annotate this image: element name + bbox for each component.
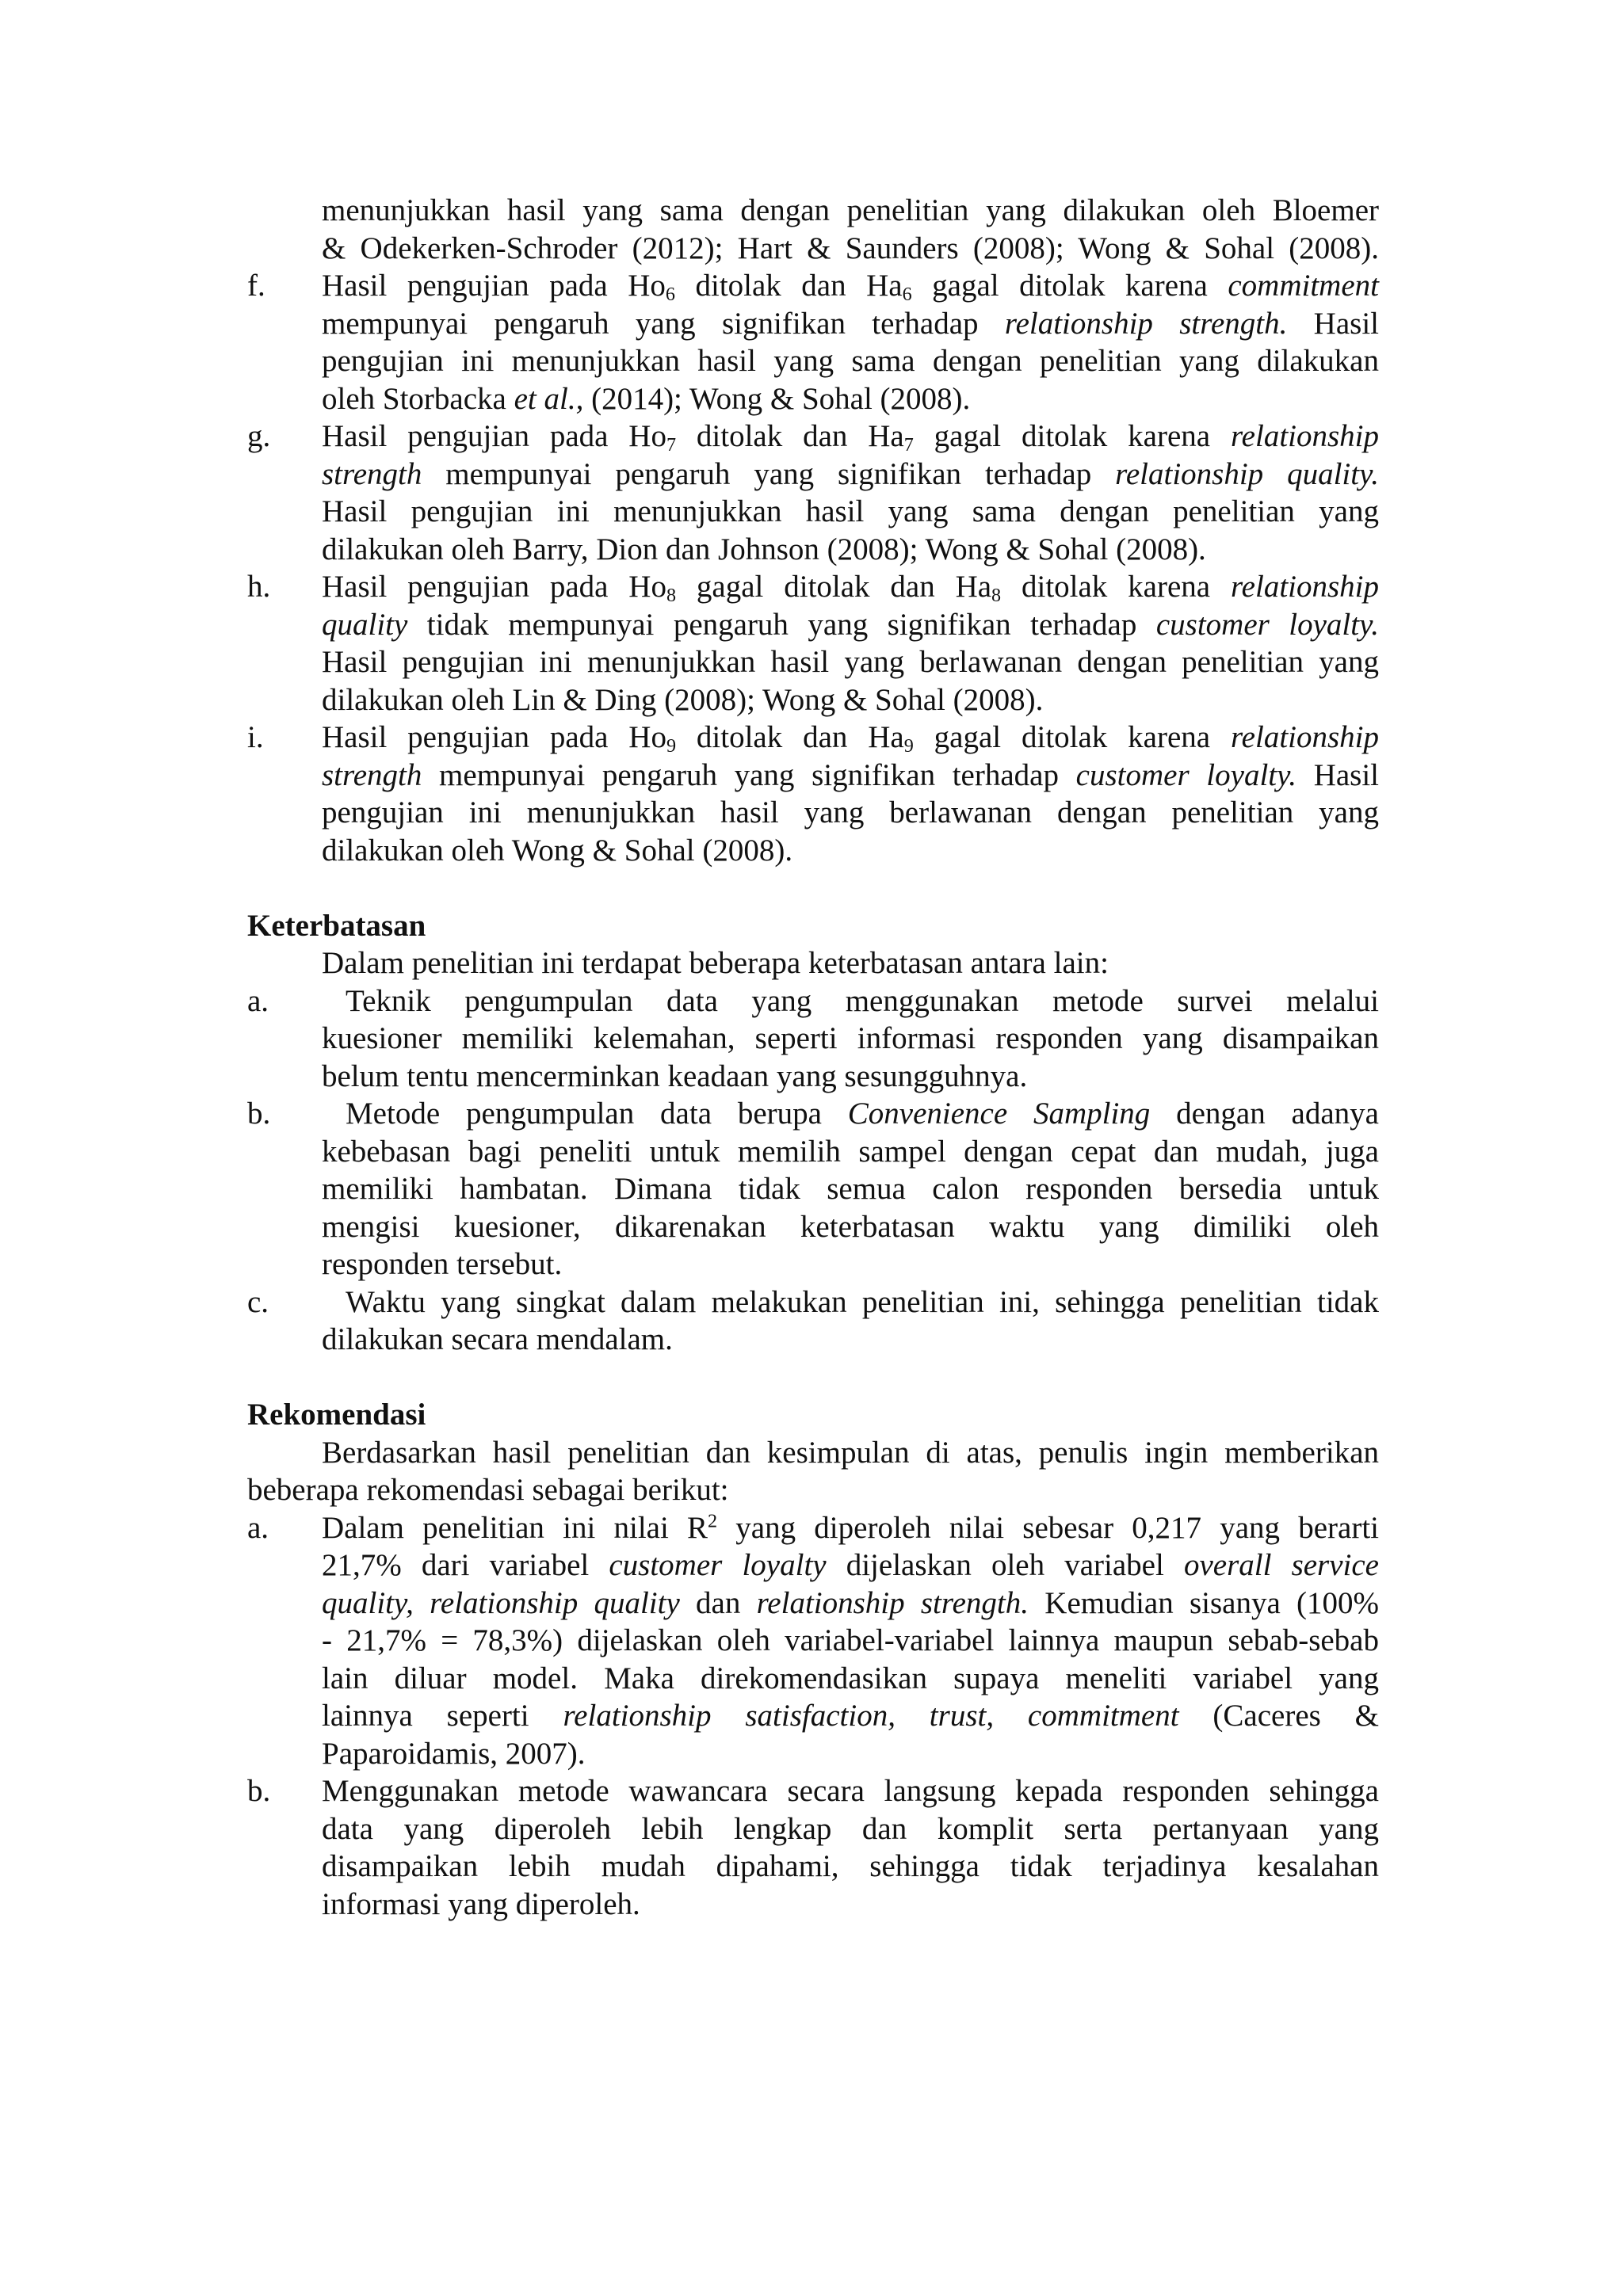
list-item-g: [247, 418, 1379, 456]
text-line: - 21,7% = 78,3%) dijelaskan oleh variabel-variabel lainnya maupun sebab-sebab: [322, 1623, 1379, 1657]
text-line: Waktu yang singkat dalam melakukan penelitian ini, sehingga penelitian tidak: [346, 1284, 1379, 1319]
limitation-item-c: [247, 1283, 1379, 1322]
list-item-line: [247, 1622, 1379, 1660]
text-line: lain diluar model. Maka direkomendasikan supaya meneliti variabel yang: [322, 1661, 1379, 1695]
limitation-item-a: [247, 982, 1379, 1020]
list-item-line: [247, 1886, 1379, 1924]
text-line: menunjukkan hasil yang sama dengan penelitian yang dilakukan oleh Bloemer: [322, 193, 1379, 227]
text-line: pengujian ini menunjukkan hasil yang sama dengan penelitian yang dilakukan: [322, 344, 1379, 378]
list-item-line: [247, 1245, 1379, 1283]
list-item-line: [247, 681, 1379, 719]
text-line: Hasil pengujian pada $Ho_9$ ditolak dan $Ha_9$ gagal ditolak karena relationship: [322, 720, 1379, 757]
text-line: kuesioner memiliki kelemahan, seperti informasi responden yang disampaikan: [322, 1021, 1379, 1055]
text-line: Dalam penelitian ini nilai $R^2$ yang diperoleh nilai sebesar 0,217 yang berarti: [322, 1510, 1379, 1545]
list-item-line: [247, 1848, 1379, 1886]
list-marker: a.: [247, 983, 269, 1018]
text-line: Hasil pengujian pada $Ho_6$ ditolak dan $Ha_6$ gagal ditolak karena commitment: [322, 269, 1379, 306]
text-line: memiliki hambatan. Dimana tidak semua calon responden bersedia untuk: [322, 1172, 1379, 1206]
paragraph-line: [247, 230, 1379, 268]
text-line: responden tersebut.: [322, 1247, 563, 1281]
document-page: [247, 192, 1379, 1923]
text-line: informasi yang diperoleh.: [322, 1886, 640, 1921]
list-marker: i.: [247, 720, 264, 754]
list-item-i: [247, 719, 1379, 757]
list-item-line: [247, 1547, 1379, 1585]
list-item-line: [247, 1660, 1379, 1698]
list-item-line: [247, 1170, 1379, 1208]
text-line: & Odekerken-Schroder (2012); Hart & Saunders (2008); Wong & Sohal (2008).: [322, 231, 1379, 265]
text-line: disampaikan lebih mudah dipahami, sehingga tidak terjadinya kesalahan: [322, 1849, 1379, 1883]
list-item-line: [247, 1058, 1379, 1096]
text-line: strength mempunyai pengaruh yang signifikan terhadap relationship quality.: [322, 456, 1379, 491]
section-intro: [247, 944, 1379, 982]
text-line: quality, relationship quality dan relationship strength. Kemudian sisanya (100%: [322, 1585, 1379, 1620]
text-line: 21,7% dari variabel customer loyalty dijelaskan oleh variabel overall service: [322, 1548, 1379, 1582]
list-item-line: [247, 380, 1379, 418]
list-item-line: [247, 493, 1379, 531]
list-item-line: [247, 832, 1379, 870]
list-item-line: [247, 531, 1379, 569]
list-item-line: [247, 1133, 1379, 1171]
list-item-line: [247, 1697, 1379, 1735]
text-line: dilakukan secara mendalam.: [322, 1322, 673, 1356]
list-marker: c.: [247, 1284, 269, 1319]
text-line: dilakukan oleh Lin & Ding (2008); Wong & Sohal (2008).: [322, 682, 1044, 717]
text-line: beberapa rekomendasi sebagai berikut:: [247, 1473, 729, 1507]
text-line: dilakukan oleh Barry, Dion dan Johnson (2008); Wong & Sohal (2008).: [322, 532, 1206, 566]
list-item-line: [247, 643, 1379, 681]
list-item-line: [247, 456, 1379, 494]
text-line: Hasil pengujian ini menunjukkan hasil yang sama dengan penelitian yang: [322, 494, 1379, 528]
heading-text: Rekomendasi: [247, 1398, 426, 1432]
text-line: Hasil pengujian pada $Ho_8$ gagal ditolak dan $Ha_8$ ditolak karena relationship: [322, 570, 1380, 607]
limitation-item-b: [247, 1095, 1379, 1133]
list-item-f: [247, 267, 1379, 305]
list-marker: f.: [247, 269, 265, 303]
text-line: kebebasan bagi peneliti untuk memilih sampel dengan cepat dan mudah, juga: [322, 1134, 1379, 1169]
list-marker: b.: [247, 1097, 271, 1131]
list-item-line: [247, 1321, 1379, 1359]
list-item-line: [247, 757, 1379, 795]
text-line: Hasil pengujian pada $Ho_7$ ditolak dan $Ha_7$ gagal ditolak karena relationship: [322, 419, 1379, 456]
list-item-line: [247, 1208, 1379, 1246]
list-item-line: [247, 1020, 1379, 1058]
text-line: lainnya seperti relationship satisfaction, trust, commitment (Caceres &: [322, 1699, 1380, 1733]
text-line: Paparoidamis, 2007).: [322, 1736, 586, 1771]
recommendation-item-a: [247, 1509, 1379, 1547]
section-intro: [247, 1434, 1379, 1472]
list-marker: h.: [247, 570, 271, 604]
text-line: Hasil pengujian ini menunjukkan hasil yang berlawanan dengan penelitian yang: [322, 645, 1379, 679]
list-marker: a.: [247, 1510, 269, 1545]
text-line: Dalam penelitian ini terdapat beberapa keterbatasan antara lain:: [322, 946, 1109, 980]
list-item-line: [247, 1585, 1379, 1623]
section-heading-rekomendasi: [247, 1396, 1379, 1434]
text-line: pengujian ini menunjukkan hasil yang berlawanan dengan penelitian yang: [322, 795, 1379, 830]
spacer: [247, 1359, 1379, 1397]
text-line: Menggunakan metode wawancara secara langsung kepada responden sehingga: [322, 1774, 1379, 1808]
heading-text: Keterbatasan: [247, 908, 426, 943]
text-line: belum tentu mencerminkan keadaan yang sesungguhnya.: [322, 1058, 1028, 1093]
spacer: [247, 869, 1379, 907]
list-item-line: [247, 794, 1379, 832]
list-marker: b.: [247, 1774, 271, 1808]
list-item-line: [247, 1735, 1379, 1773]
list-item-line: [247, 606, 1379, 644]
text-line: mempunyai pengaruh yang signifikan terhadap relationship strength. Hasil: [322, 306, 1379, 341]
list-marker: g.: [247, 419, 271, 453]
list-item-h: [247, 568, 1379, 606]
text-line: data yang diperoleh lebih lengkap dan komplit serta pertanyaan yang: [322, 1811, 1379, 1846]
text-line: Metode pengumpulan data berupa Convenience Sampling dengan adanya: [346, 1097, 1379, 1131]
text-line: strength mempunyai pengaruh yang signifikan terhadap customer loyalty. Hasil: [322, 757, 1380, 792]
text-line: dilakukan oleh Wong & Sohal (2008).: [322, 833, 793, 868]
section-heading-keterbatasan: [247, 907, 1379, 945]
text-line: Teknik pengumpulan data yang menggunakan metode survei melalui: [346, 983, 1379, 1018]
text-line: mengisi kuesioner, dikarenakan keterbatasan waktu yang dimiliki oleh: [322, 1209, 1379, 1244]
paragraph-line: [247, 192, 1379, 230]
list-item-line: [247, 305, 1379, 343]
text-line: quality tidak mempunyai pengaruh yang signifikan terhadap customer loyalty.: [322, 607, 1379, 642]
recommendation-item-b: [247, 1772, 1379, 1810]
list-item-line: [247, 1810, 1379, 1848]
section-intro: [247, 1471, 1379, 1509]
text-line: oleh Storbacka et al., (2014); Wong & Sohal (2008).: [322, 381, 971, 416]
list-item-line: [247, 342, 1379, 380]
text-line: Berdasarkan hasil penelitian dan kesimpulan di atas, penulis ingin memberikan: [322, 1435, 1379, 1470]
